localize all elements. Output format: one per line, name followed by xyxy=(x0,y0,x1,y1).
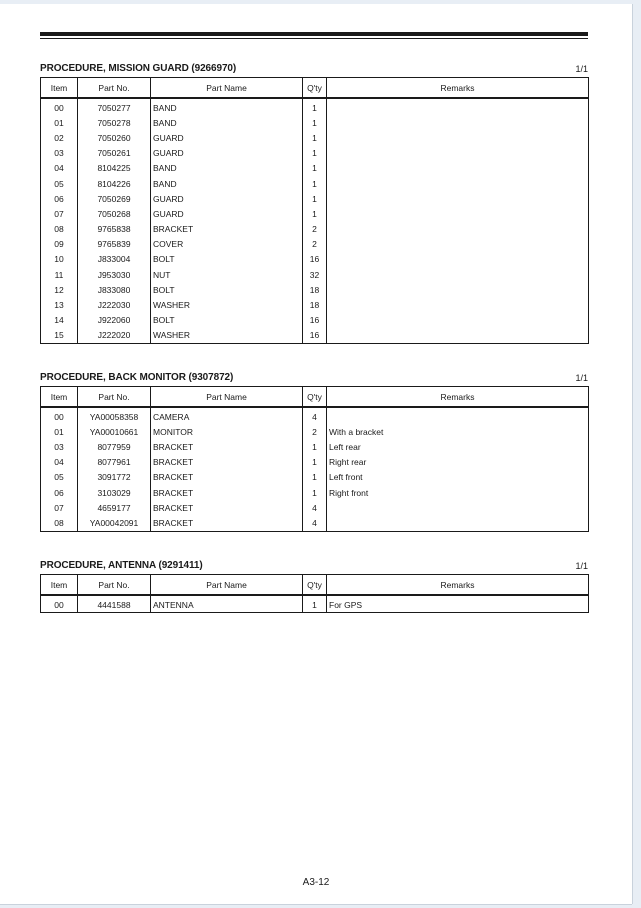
table-header-row xyxy=(41,387,589,408)
cell-remarks xyxy=(327,282,589,297)
table-row xyxy=(41,595,589,613)
table-row xyxy=(41,313,589,328)
cell-qty: 18 xyxy=(303,297,327,312)
cell-qty: 1 xyxy=(303,470,327,485)
cell-part-no: 8104226 xyxy=(78,176,151,191)
cell-part-name: NUT xyxy=(151,267,303,282)
cell-qty: 1 xyxy=(303,439,327,454)
section-title: PROCEDURE, BACK MONITOR (9307872) xyxy=(40,372,234,383)
cell-part-no: J222020 xyxy=(78,328,151,344)
cell-item: 10 xyxy=(41,252,78,267)
cell-item: 00 xyxy=(41,98,78,115)
cell-qty: 18 xyxy=(303,282,327,297)
table-row xyxy=(41,407,589,424)
cell-qty: 2 xyxy=(303,237,327,252)
section-page-count: 1/1 xyxy=(575,373,588,383)
cell-qty: 16 xyxy=(303,313,327,328)
cell-item: 08 xyxy=(41,515,78,531)
cell-item: 04 xyxy=(41,455,78,470)
cell-part-name: BAND xyxy=(151,115,303,130)
table-row xyxy=(41,455,589,470)
table-row xyxy=(41,282,589,297)
cell-remarks xyxy=(327,267,589,282)
section-header xyxy=(40,557,588,571)
col-header-part-no: Part No. xyxy=(78,78,151,99)
cell-part-no: 9765839 xyxy=(78,237,151,252)
table-row xyxy=(41,161,589,176)
cell-part-no: 7050269 xyxy=(78,191,151,206)
cell-item: 08 xyxy=(41,222,78,237)
cell-part-name: WASHER xyxy=(151,297,303,312)
table-row xyxy=(41,252,589,267)
header-rule-thin xyxy=(40,38,588,39)
cell-part-no: 7050260 xyxy=(78,130,151,145)
page-number: A3-12 xyxy=(302,877,330,888)
col-header-qty: Q'ty xyxy=(303,387,327,408)
cell-qty: 4 xyxy=(303,500,327,515)
section-header xyxy=(40,369,588,383)
section-title: PROCEDURE, MISSION GUARD (9266970) xyxy=(40,63,237,74)
cell-remarks xyxy=(327,191,589,206)
cell-qty: 2 xyxy=(303,222,327,237)
cell-part-no: 8077959 xyxy=(78,439,151,454)
cell-part-name: COVER xyxy=(151,237,303,252)
table-row xyxy=(41,328,589,344)
section-page-count: 1/1 xyxy=(575,561,588,571)
cell-part-no: 7050268 xyxy=(78,206,151,221)
cell-qty: 1 xyxy=(303,161,327,176)
section-back-monitor xyxy=(40,369,588,532)
col-header-part-no: Part No. xyxy=(78,387,151,408)
section-antenna xyxy=(40,557,588,613)
cell-item: 13 xyxy=(41,297,78,312)
cell-part-name: BAND xyxy=(151,98,303,115)
cell-qty: 1 xyxy=(303,206,327,221)
cell-part-no: 7050277 xyxy=(78,98,151,115)
cell-part-name: BRACKET xyxy=(151,485,303,500)
table-row xyxy=(41,176,589,191)
cell-remarks xyxy=(327,222,589,237)
cell-part-name: GUARD xyxy=(151,130,303,145)
cell-item: 01 xyxy=(41,424,78,439)
cell-qty: 16 xyxy=(303,252,327,267)
table-row xyxy=(41,146,589,161)
cell-part-name: BOLT xyxy=(151,282,303,297)
col-header-qty: Q'ty xyxy=(303,78,327,99)
cell-remarks xyxy=(327,297,589,312)
cell-part-no: 4441588 xyxy=(78,595,151,613)
col-header-part-name: Part Name xyxy=(151,575,303,596)
table-row xyxy=(41,206,589,221)
cell-qty: 1 xyxy=(303,146,327,161)
header-rule xyxy=(40,32,588,36)
table-row xyxy=(41,439,589,454)
cell-part-name: ANTENNA xyxy=(151,595,303,613)
col-header-part-no: Part No. xyxy=(78,575,151,596)
parts-table xyxy=(40,386,589,532)
cell-qty: 1 xyxy=(303,191,327,206)
section-title: PROCEDURE, ANTENNA (9291411) xyxy=(40,560,203,571)
cell-part-name: GUARD xyxy=(151,146,303,161)
section-page-count: 1/1 xyxy=(575,64,588,74)
cell-item: 06 xyxy=(41,485,78,500)
table-row xyxy=(41,115,589,130)
cell-qty: 32 xyxy=(303,267,327,282)
cell-remarks xyxy=(327,161,589,176)
col-header-item: Item xyxy=(41,387,78,408)
cell-item: 02 xyxy=(41,130,78,145)
cell-item: 14 xyxy=(41,313,78,328)
cell-qty: 1 xyxy=(303,455,327,470)
section-header xyxy=(40,60,588,74)
table-row xyxy=(41,470,589,485)
cell-part-name: BOLT xyxy=(151,252,303,267)
cell-part-no: YA00010661 xyxy=(78,424,151,439)
cell-remarks xyxy=(327,115,589,130)
cell-part-no: J922060 xyxy=(78,313,151,328)
cell-qty: 1 xyxy=(303,485,327,500)
cell-qty: 1 xyxy=(303,115,327,130)
cell-part-no: YA00058358 xyxy=(78,407,151,424)
cell-item: 06 xyxy=(41,191,78,206)
cell-part-name: BOLT xyxy=(151,313,303,328)
cell-item: 07 xyxy=(41,206,78,221)
cell-item: 05 xyxy=(41,470,78,485)
cell-item: 01 xyxy=(41,115,78,130)
table-header-row xyxy=(41,575,589,596)
table-row xyxy=(41,191,589,206)
cell-part-name: BRACKET xyxy=(151,222,303,237)
cell-item: 05 xyxy=(41,176,78,191)
cell-part-name: BAND xyxy=(151,176,303,191)
cell-part-no: J833080 xyxy=(78,282,151,297)
table-row xyxy=(41,267,589,282)
cell-qty: 4 xyxy=(303,407,327,424)
cell-qty: 2 xyxy=(303,424,327,439)
cell-remarks xyxy=(327,237,589,252)
cell-item: 07 xyxy=(41,500,78,515)
table-row xyxy=(41,500,589,515)
cell-part-name: MONITOR xyxy=(151,424,303,439)
cell-item: 03 xyxy=(41,146,78,161)
cell-part-name: BRACKET xyxy=(151,515,303,531)
cell-remarks: Left front xyxy=(327,470,589,485)
col-header-item: Item xyxy=(41,78,78,99)
col-header-part-name: Part Name xyxy=(151,387,303,408)
table-row xyxy=(41,130,589,145)
cell-remarks xyxy=(327,176,589,191)
cell-remarks xyxy=(327,328,589,344)
cell-qty: 1 xyxy=(303,595,327,613)
cell-part-name: CAMERA xyxy=(151,407,303,424)
cell-part-no: 8104225 xyxy=(78,161,151,176)
cell-part-no: 8077961 xyxy=(78,455,151,470)
cell-remarks: Right front xyxy=(327,485,589,500)
cell-qty: 16 xyxy=(303,328,327,344)
cell-part-name: BRACKET xyxy=(151,500,303,515)
col-header-part-name: Part Name xyxy=(151,78,303,99)
cell-part-name: BAND xyxy=(151,161,303,176)
cell-remarks xyxy=(327,515,589,531)
table-row xyxy=(41,485,589,500)
cell-qty: 4 xyxy=(303,515,327,531)
cell-remarks xyxy=(327,500,589,515)
cell-part-name: BRACKET xyxy=(151,455,303,470)
cell-remarks xyxy=(327,313,589,328)
cell-part-name: GUARD xyxy=(151,191,303,206)
cell-part-name: BRACKET xyxy=(151,439,303,454)
col-header-item: Item xyxy=(41,575,78,596)
cell-part-no: J833004 xyxy=(78,252,151,267)
col-header-remarks: Remarks xyxy=(327,78,589,99)
table-row xyxy=(41,424,589,439)
cell-qty: 1 xyxy=(303,98,327,115)
cell-remarks xyxy=(327,252,589,267)
cell-part-name: BRACKET xyxy=(151,470,303,485)
cell-item: 00 xyxy=(41,595,78,613)
cell-part-name: WASHER xyxy=(151,328,303,344)
cell-item: 11 xyxy=(41,267,78,282)
cell-item: 09 xyxy=(41,237,78,252)
cell-qty: 1 xyxy=(303,176,327,191)
cell-part-name: GUARD xyxy=(151,206,303,221)
table-row xyxy=(41,98,589,115)
cell-part-no: J222030 xyxy=(78,297,151,312)
cell-remarks xyxy=(327,98,589,115)
col-header-qty: Q'ty xyxy=(303,575,327,596)
document-page xyxy=(0,4,632,904)
parts-table xyxy=(40,77,589,344)
cell-remarks: With a bracket xyxy=(327,424,589,439)
table-header-row xyxy=(41,78,589,99)
cell-remarks xyxy=(327,407,589,424)
cell-item: 04 xyxy=(41,161,78,176)
cell-part-no: 3103029 xyxy=(78,485,151,500)
cell-part-no: 9765838 xyxy=(78,222,151,237)
col-header-remarks: Remarks xyxy=(327,575,589,596)
table-row xyxy=(41,222,589,237)
parts-table xyxy=(40,574,589,613)
cell-remarks: For GPS xyxy=(327,595,589,613)
cell-remarks xyxy=(327,146,589,161)
cell-remarks: Right rear xyxy=(327,455,589,470)
cell-part-no: 3091772 xyxy=(78,470,151,485)
cell-part-no: 7050278 xyxy=(78,115,151,130)
cell-item: 00 xyxy=(41,407,78,424)
cell-item: 03 xyxy=(41,439,78,454)
cell-part-no: 4659177 xyxy=(78,500,151,515)
table-row xyxy=(41,237,589,252)
table-row xyxy=(41,515,589,531)
cell-part-no: J953030 xyxy=(78,267,151,282)
cell-remarks xyxy=(327,206,589,221)
cell-qty: 1 xyxy=(303,130,327,145)
cell-part-no: 7050261 xyxy=(78,146,151,161)
cell-item: 15 xyxy=(41,328,78,344)
col-header-remarks: Remarks xyxy=(327,387,589,408)
cell-part-no: YA00042091 xyxy=(78,515,151,531)
table-row xyxy=(41,297,589,312)
cell-item: 12 xyxy=(41,282,78,297)
section-mission-guard xyxy=(40,60,588,344)
cell-remarks xyxy=(327,130,589,145)
cell-remarks: Left rear xyxy=(327,439,589,454)
